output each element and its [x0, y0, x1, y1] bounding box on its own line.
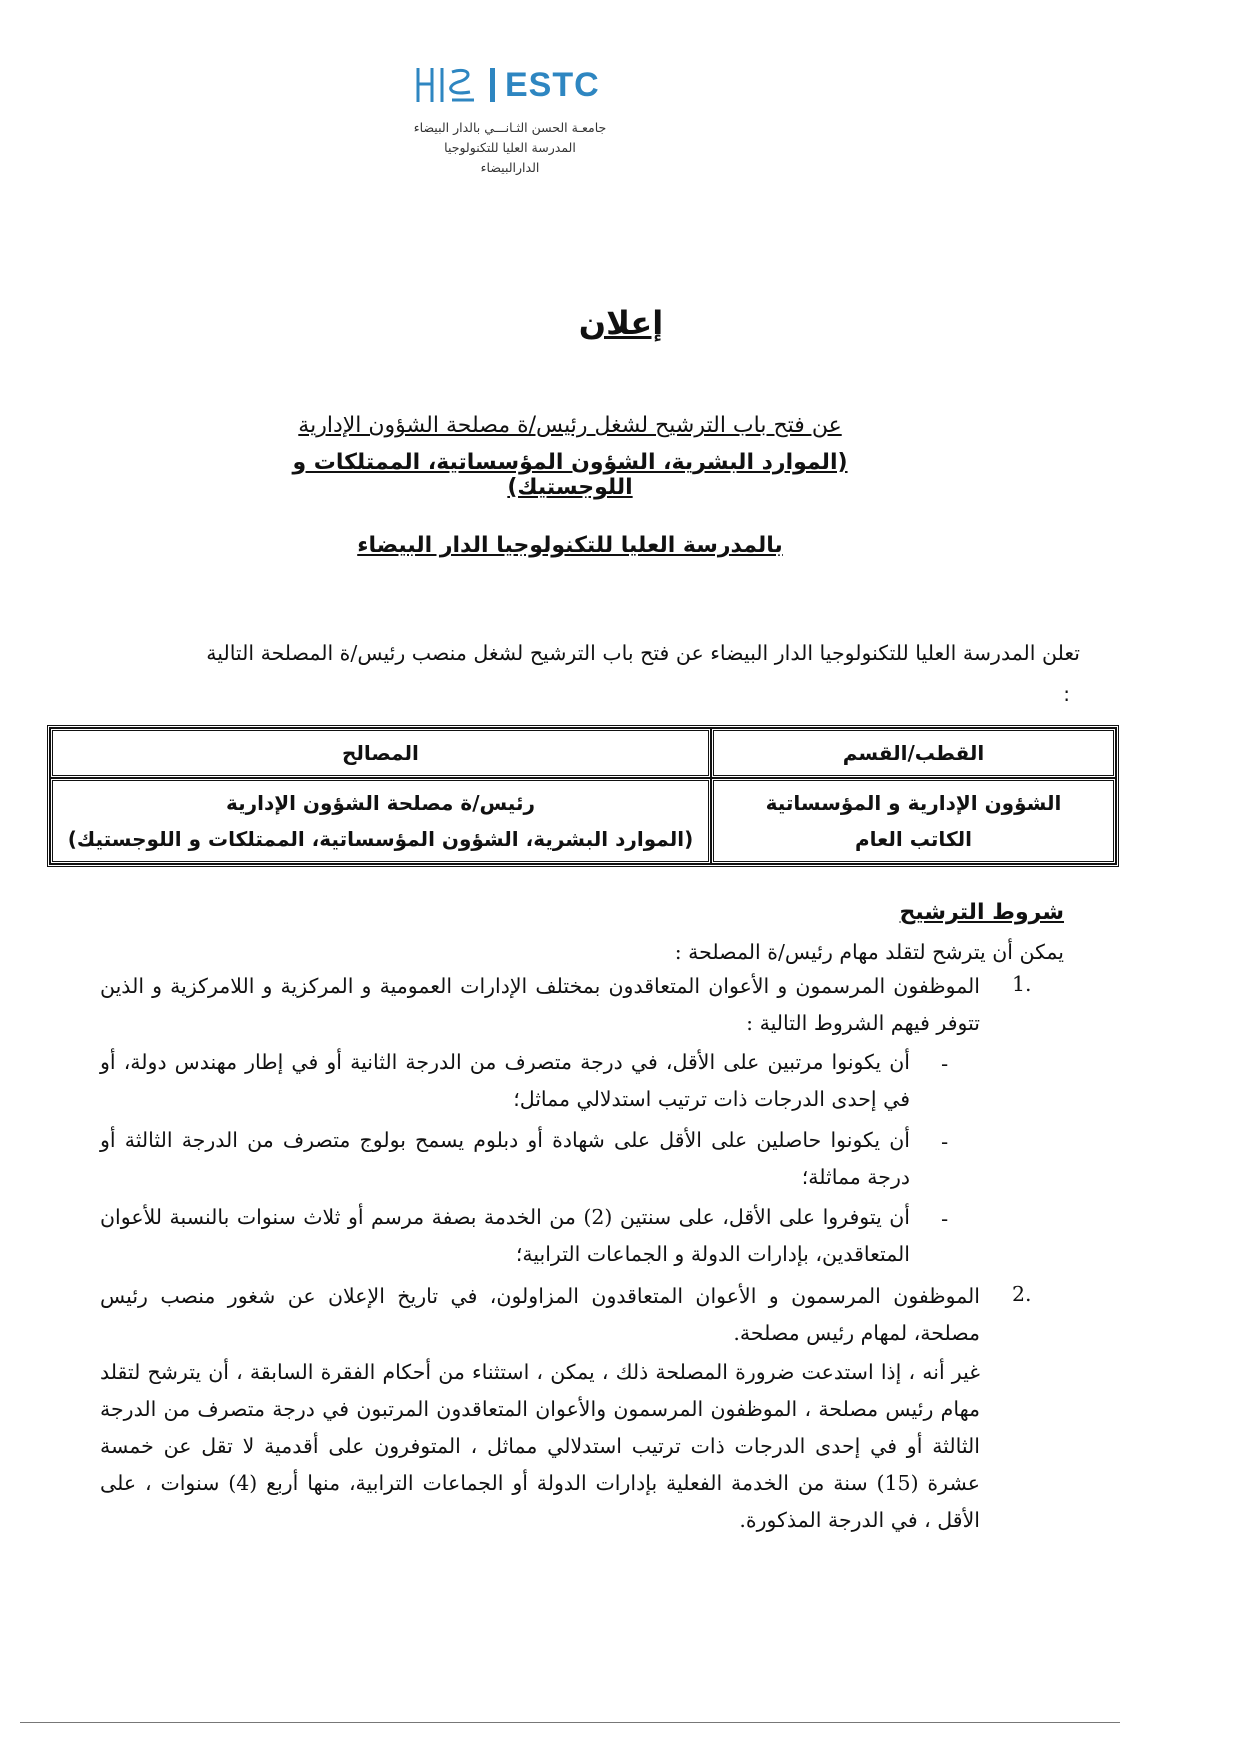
service-name: رئيس/ة مصلحة الشؤون الإدارية	[225, 791, 535, 815]
institution-city: الدارالبيضاء	[480, 160, 540, 175]
item-1-number: 1.	[1012, 972, 1032, 996]
item-1-text: الموظفون المرسمون و الأعوان المتعاقدون بمختلف الإدارات العمومية و المركزية و اللامركزية و الذين تتوفر فيهم الشروط التالية :	[100, 974, 980, 1035]
footer-divider	[20, 1722, 1120, 1723]
subtitle-line-2: (الموارد البشرية، الشؤون المؤسساتية، الممتلكات و اللوجستيك)	[292, 450, 848, 500]
item-2-number: 2.	[1012, 1282, 1032, 1306]
service-detail: (الموارد البشرية، الشؤون المؤسساتية، الممتلكات و اللوجستيك)	[67, 827, 694, 851]
sub-condition-3: أن يتوفروا على الأقل، على سنتين (2) من الخدمة بصفة مرسم أو ثلاث سنوات بالنسبة للأعوان المتعاقدين، بإدارات الدولة و الجماعات الترابية؛	[100, 1205, 910, 1266]
cell-division	[711, 778, 1116, 864]
institution-school: المدرسة العليا للتكنولوجيا	[444, 140, 576, 155]
bullet-dash: -	[941, 1207, 949, 1231]
conditions-heading: شروط الترشيح	[899, 900, 1064, 925]
university-emblem-icon	[412, 62, 486, 108]
exception-paragraph: غير أنه ، إذا استدعت ضرورة المصلحة ذلك ، يمكن ، استثناء من أحكام الفقرة السابقة ، أن يترشح لتقلد مهام رئيس مصلحة ، الموظفون المرسمون والأعوان المتعاقدون المرتبون في درجة متصرف من الدرجة الثالثة أو في إحدى الدرجات ذات ترتيب استدلالي مماثل ، المتوفرون على أقدمية لا تقل عن خمسة عشرة (15) سنة من الخدمة الفعلية بإدارات الدولة أو الجماعات الترابية، منها أربع (4) سنوات ، على الأقل ، في الدرجة المذكورة.	[100, 1360, 981, 1532]
bullet-dash: -	[941, 1130, 949, 1154]
header-services: المصالح	[50, 728, 711, 778]
intro-colon: :	[1063, 682, 1070, 706]
subtitle-line-3: بالمدرسة العليا للتكنولوجيا الدار البيضاء	[357, 533, 783, 558]
header-division: القطب/القسم	[711, 728, 1116, 778]
intro-paragraph: تعلن المدرسة العليا للتكنولوجيا الدار البيضاء عن فتح باب الترشيح لشغل منصب رئيس/ة المصلحة التالية	[206, 641, 1080, 665]
conditions-lead: يمكن أن يترشح لتقلد مهام رئيس/ة المصلحة :	[674, 940, 1064, 964]
cell-service	[50, 778, 711, 864]
table-row	[50, 778, 1116, 864]
logo-text: ESTC	[505, 65, 600, 104]
institution-university: جامعـة الحسن الثـانـــي بالدار البيضاء	[413, 120, 607, 135]
sub-condition-2: أن يكونوا حاصلين على الأقل على شهادة أو دبلوم يسمح بولوج متصرف من الدرجة الثالثة أو درجة مماثلة؛	[100, 1128, 910, 1189]
school-logo	[412, 62, 612, 108]
item-2-text: الموظفون المرسمون و الأعوان المتعاقدون المزاولون، في تاريخ الإعلان عن شغور منصب رئيس مصلحة، لمهام رئيس مصلحة.	[100, 1284, 980, 1345]
services-table	[47, 725, 1119, 867]
table-header-row	[50, 728, 1116, 778]
page-title: إعلان	[578, 304, 664, 342]
sub-condition-1: أن يكونوا مرتبين على الأقل، في درجة متصرف من الدرجة الثانية أو في إطار مهندس دولة، أو في إحدى الدرجات ذات ترتيب استدلالي مماثل؛	[100, 1050, 910, 1111]
bullet-dash: -	[941, 1052, 949, 1076]
division-head: الكاتب العام	[854, 827, 972, 851]
subtitle-line-1: عن فتح باب الترشيح لشغل رئيس/ة مصلحة الشؤون الإدارية	[298, 413, 842, 438]
logo-divider	[490, 68, 495, 102]
division-name: الشؤون الإدارية و المؤسساتية	[765, 791, 1062, 815]
